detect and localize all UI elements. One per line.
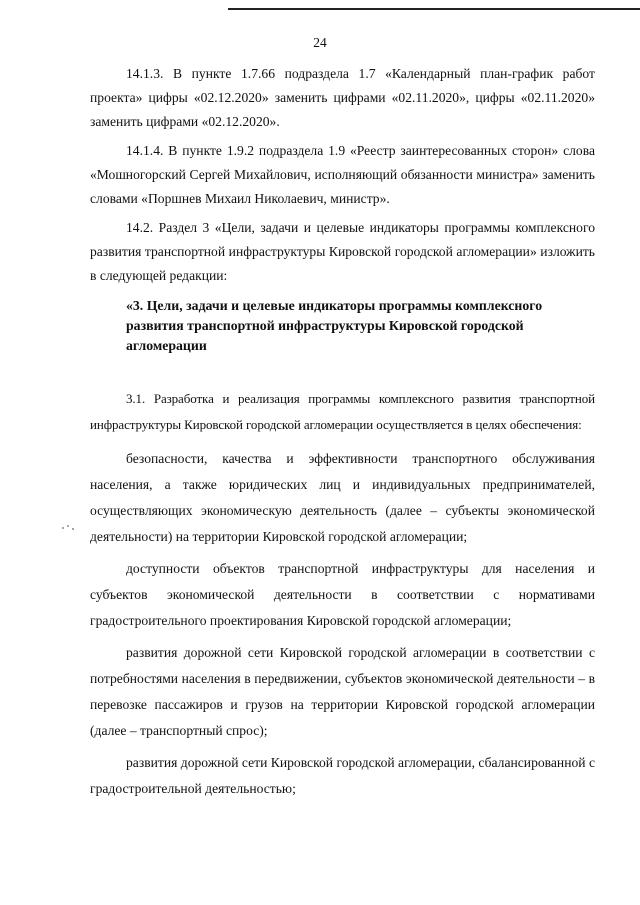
paragraph-14-1-3: 14.1.3. В пункте 1.7.66 подраздела 1.7 «Календарный план-график работ проекта» цифры «02.12.2020» заменить цифрами «02.11.2020», цифры «02.11.2020» заменить цифрами «02.12.2020». [90, 66, 595, 129]
list-item-accessibility: доступности объектов транспортной инфраструктуры для населения и субъектов экономической деятельности в соответствии с нормативами градостроительного проектирования Кировской городской агломерации; [90, 561, 595, 628]
paragraph-14-2: 14.2. Раздел 3 «Цели, задачи и целевые индикаторы программы комплексного развития транспортной инфраструктуры Кировской городской агломерации» изложить в следующей редакции: [90, 220, 595, 283]
document-body [90, 62, 595, 808]
top-rule [228, 8, 640, 10]
page-number: 24 [313, 35, 327, 50]
paragraph-14-1-4: 14.1.4. В пункте 1.9.2 подраздела 1.9 «Реестр заинтересованных сторон» слова «Мошногорский Сергей Михайлович, исполняющий обязанности министра» заменить словами «Поршнев Михаил Николаевич, министр». [90, 143, 595, 206]
paragraph-3-1: 3.1. Разработка и реализация программы комплексного развития транспортной инфраструктуры Кировской городской агломерации осуществляется в целях обеспечения: [90, 391, 595, 432]
section-heading: «3. Цели, задачи и целевые индикаторы программы комплексного развития транспортной инфраструктуры Кировской городской агломерации [126, 298, 543, 353]
scan-speck [62, 525, 76, 531]
list-item-safety: безопасности, качества и эффективности транспортного обслуживания населения, а также юридических лиц и индивидуальных предпринимателей, осуществляющих экономическую деятельность (далее – субъекты экономической деятельности) на территории Кировской городской агломерации; [90, 451, 595, 544]
list-item-road-network-balanced: развития дорожной сети Кировской городской агломерации, сбалансированной с градостроительной деятельностью; [90, 755, 595, 796]
list-item-road-network-demand: развития дорожной сети Кировской городской агломерации в соответствии с потребностями населения в передвижении, субъектов экономической деятельности – в перевозке пассажиров и грузов на территории Кировской городской агломерации (далее – транспортный спрос); [90, 645, 595, 738]
